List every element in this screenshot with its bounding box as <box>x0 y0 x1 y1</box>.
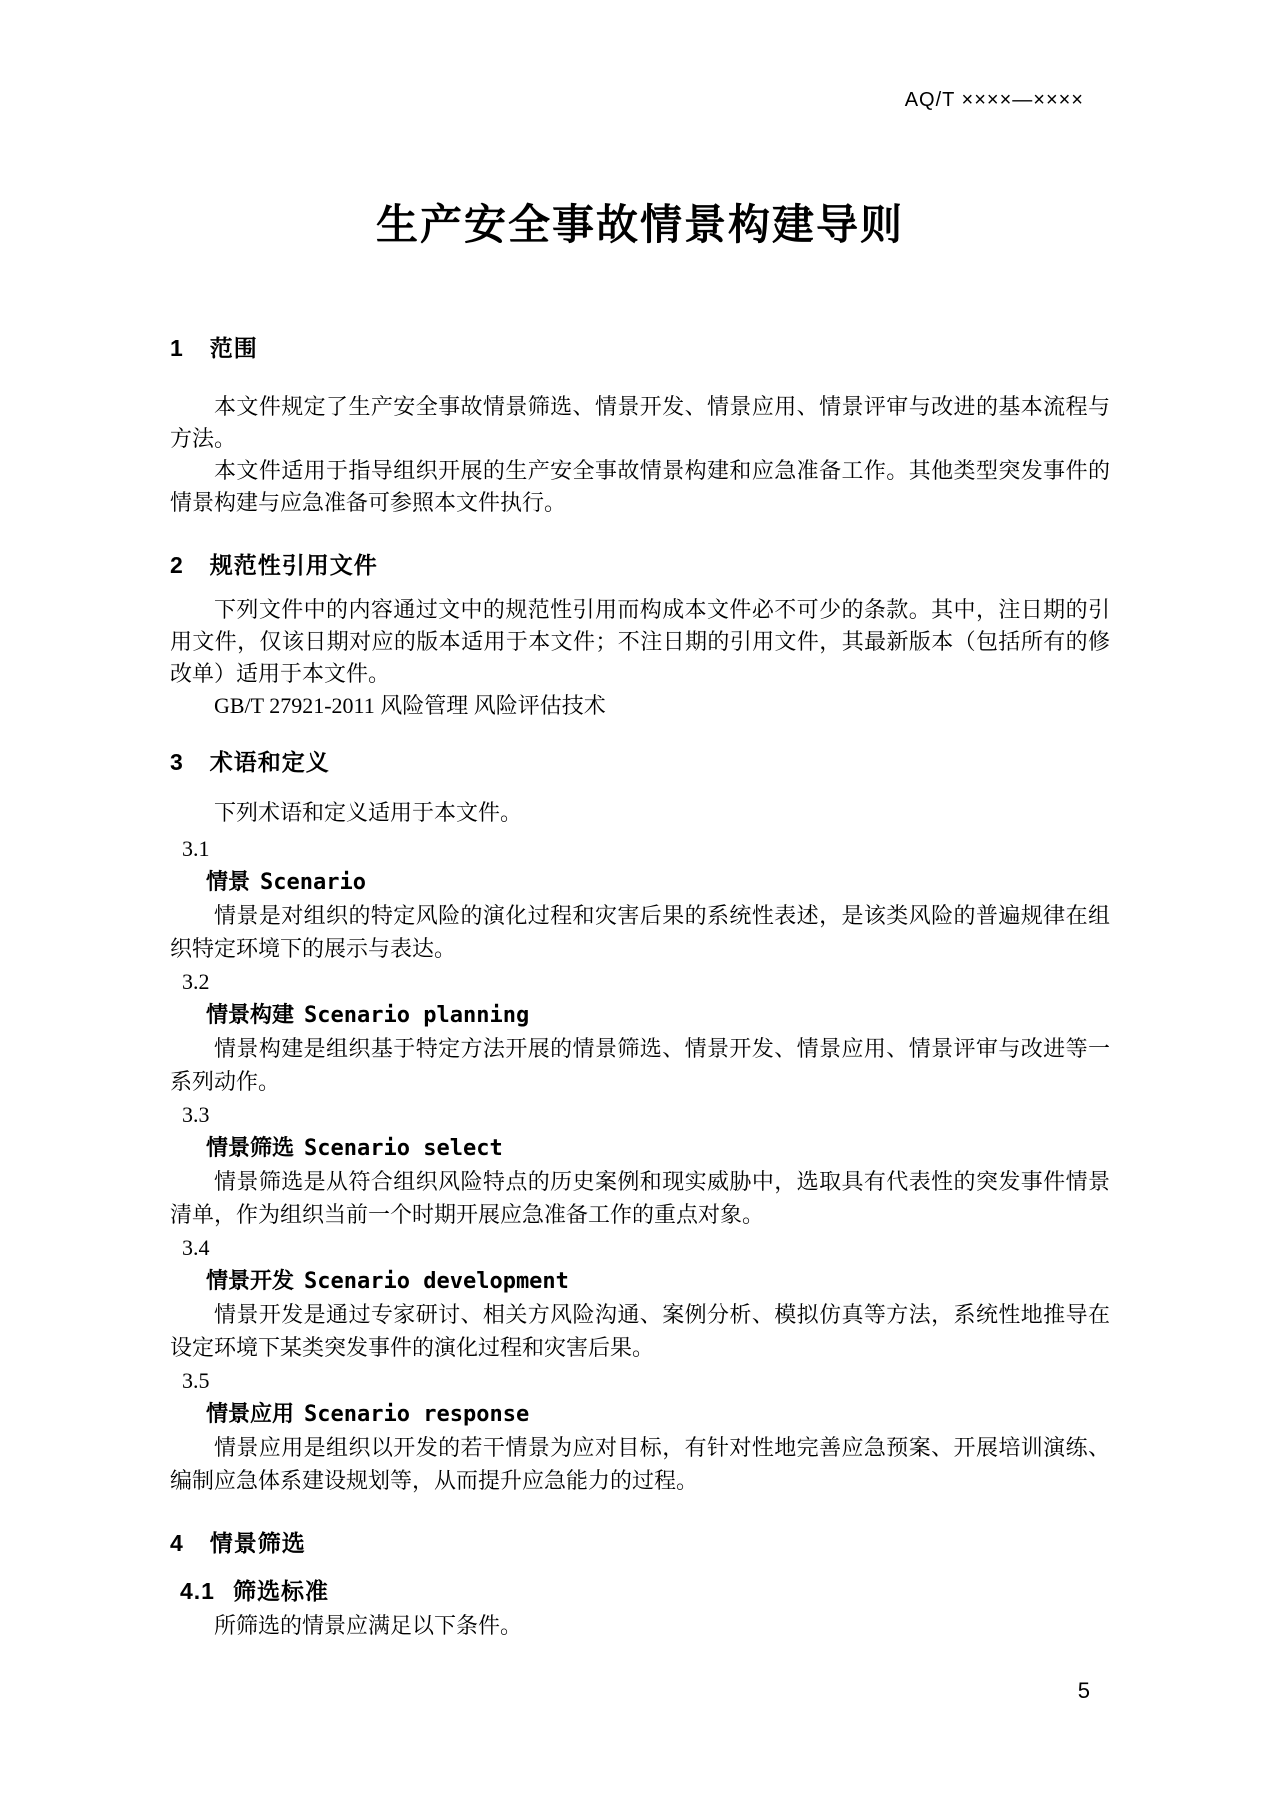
reference-entry: GB/T 27921-2011 风险管理 风险评估技术 <box>214 693 606 718</box>
term-title-en: Scenario select <box>304 1136 503 1161</box>
term-title <box>206 1397 1110 1431</box>
term-definition: 情景筛选是从符合组织风险特点的历史案例和现实威胁中，选取具有代表性的突发事件情景清单，作为组织当前一个时期开展应急准备工作的重点对象。 <box>170 1169 1110 1227</box>
term-title <box>206 998 1110 1032</box>
scope-paragraph-2: 本文件适用于指导组织开展的生产安全事故情景构建和应急准备工作。其他类型突发事件的情景构建与应急准备可参照本文件执行。 <box>170 458 1110 515</box>
term-block <box>170 1231 1110 1364</box>
subsection-number: 4.1 <box>180 1578 215 1604</box>
screening-criteria-paragraph: 所筛选的情景应满足以下条件。 <box>214 1613 523 1638</box>
section-number: 3 <box>170 749 184 775</box>
section-scope <box>170 332 1110 519</box>
term-title-zh: 情景应用 <box>206 1401 295 1426</box>
section-terms-definitions <box>170 746 1110 1497</box>
document-title: 生产安全事故情景构建导则 <box>375 201 904 248</box>
term-definition: 情景构建是组织基于特定方法开展的情景筛选、情景开发、情景应用、情景评审与改进等一系列动作。 <box>170 1036 1110 1094</box>
terms-list <box>170 832 1110 1497</box>
term-number: 3.2 <box>182 969 210 994</box>
section-heading-text: 规范性引用文件 <box>209 552 378 578</box>
term-number: 3.5 <box>182 1368 210 1393</box>
term-title-zh: 情景筛选 <box>206 1135 295 1160</box>
subsection-screening-criteria-heading <box>180 1575 1110 1607</box>
subsection-heading-text: 筛选标准 <box>232 1578 329 1604</box>
references-paragraph: 下列文件中的内容通过文中的规范性引用而构成本文件必不可少的条款。其中，注日期的引用文件，仅该日期对应的版本适用于本文件；不注日期的引用文件，其最新版本（包括所有的修改单）适用于本文件。 <box>170 597 1110 686</box>
term-block <box>170 965 1110 1098</box>
page-number: 5 <box>1077 1678 1090 1703</box>
section-number: 2 <box>170 552 184 578</box>
term-block <box>170 1364 1110 1497</box>
section-heading-text: 术语和定义 <box>209 749 330 775</box>
term-title-en: Scenario response <box>304 1402 530 1427</box>
term-number: 3.4 <box>182 1235 210 1260</box>
section-number: 4 <box>170 1530 184 1556</box>
term-definition: 情景开发是通过专家研讨、相关方风险沟通、案例分析、模拟仿真等方法，系统性地推导在设定环境下某类突发事件的演化过程和灾害后果。 <box>170 1302 1110 1360</box>
term-title <box>206 1264 1110 1298</box>
term-title <box>206 865 1110 899</box>
term-block <box>170 832 1110 965</box>
section-heading-text: 情景筛选 <box>209 1530 306 1556</box>
term-block <box>170 1098 1110 1231</box>
term-title-en: Scenario development <box>304 1269 569 1294</box>
document-body <box>170 332 1110 1642</box>
term-title-zh: 情景 <box>206 869 251 894</box>
term-number: 3.1 <box>182 836 210 861</box>
terms-intro: 下列术语和定义适用于本文件。 <box>214 800 523 825</box>
term-number: 3.3 <box>182 1102 210 1127</box>
section-heading-text: 范围 <box>209 335 258 361</box>
term-title-zh: 情景构建 <box>206 1002 295 1027</box>
section-screening-heading <box>170 1527 1110 1559</box>
section-scope-heading <box>170 332 1110 364</box>
term-title-en: Scenario <box>260 870 366 895</box>
term-definition: 情景应用是组织以开发的若干情景为应对目标，有针对性地完善应急预案、开展培训演练、编制应急体系建设规划等，从而提升应急能力的过程。 <box>170 1435 1110 1493</box>
scope-paragraph-1: 本文件规定了生产安全事故情景筛选、情景开发、情景应用、情景评审与改进的基本流程与方法。 <box>170 394 1110 451</box>
section-scenario-screening <box>170 1527 1110 1642</box>
document-header <box>0 0 1280 114</box>
term-title <box>206 1131 1110 1165</box>
section-number: 1 <box>170 335 184 361</box>
term-definition: 情景是对组织的特定风险的演化过程和灾害后果的系统性表述，是该类风险的普遍规律在组织特定环境下的展示与表达。 <box>170 903 1110 961</box>
section-references-heading <box>170 549 1110 581</box>
section-normative-references <box>170 549 1110 722</box>
term-title-en: Scenario planning <box>304 1003 530 1028</box>
section-terms-heading <box>170 746 1110 778</box>
term-title-zh: 情景开发 <box>206 1268 295 1293</box>
standard-code: AQ/T ××××—×××× <box>904 89 1084 111</box>
